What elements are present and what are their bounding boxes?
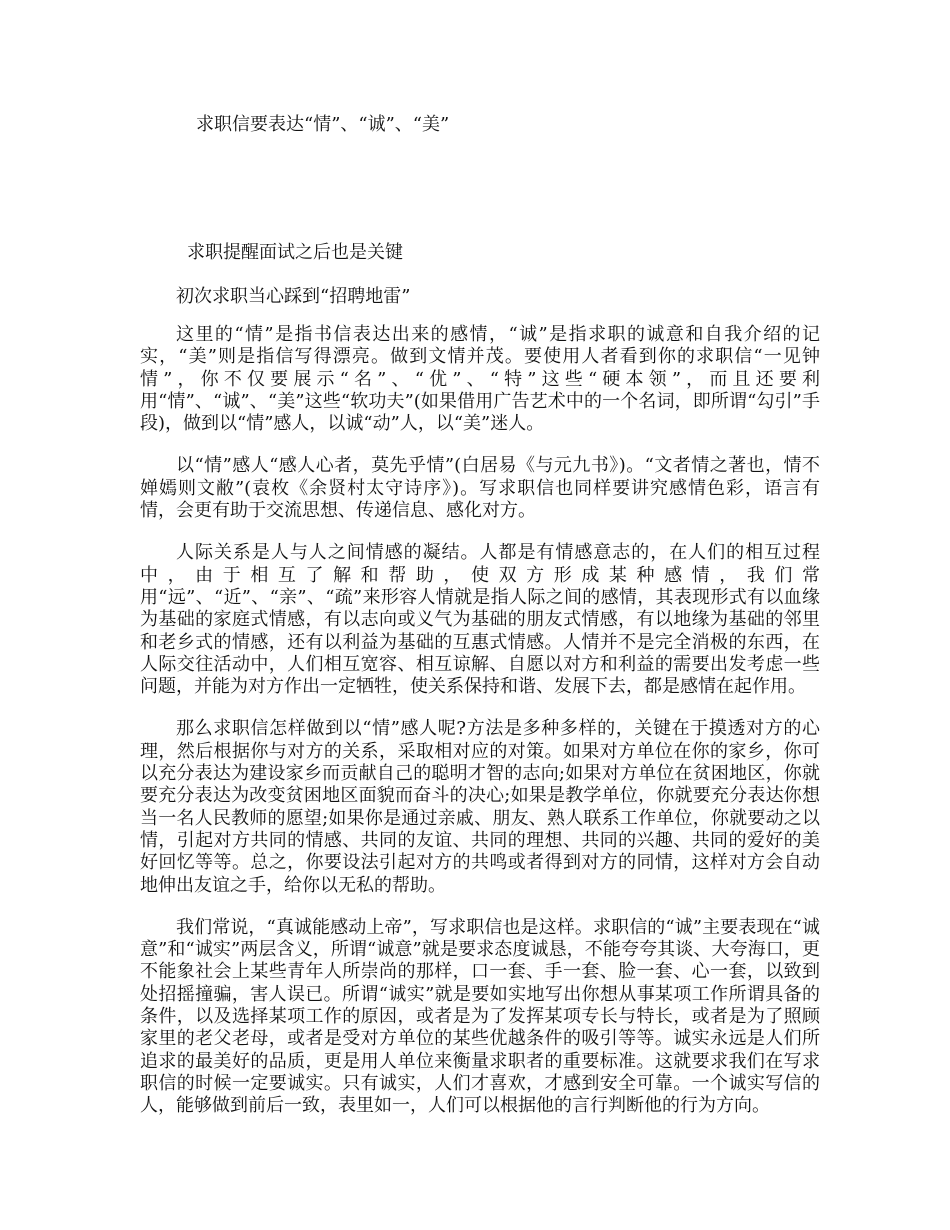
paragraph: 这里的“情”是指书信表达出来的感情，“诚”是指求职的诚意和自我介绍的记实，“美”则是指信写得漂亮。做到文情并茂。要使用人者看到你的求职信“一见钟情”，你不仅要展示“名”、“优”、“特”这些“硬本领”，而且还要利用“情”、“诚”、“美”这些“软功夫”(如果借用广告艺术中的一个名词，即所谓“勾引”手段)，做到以“情”感人，以诚“动”人，以“美”迷人。	[140, 324, 820, 435]
paragraph: 以“情”感人“感人心者，莫先乎情”(白居易《与元九书》)。“文者情之著也，情不婵嫣则文敝”(袁枚《余贤村太守诗序》)。写求职信也同样要讲究感情色彩，语言有情，会更有助于交流思想、传递信息、感化对方。	[140, 455, 820, 522]
paragraph: 那么求职信怎样做到以“情”感人呢?方法是多种多样的，关键在于摸透对方的心理，然后根据你与对方的关系，采取相对应的对策。如果对方单位在你的家乡，你可以充分表达为建设家乡而贡献自己的聪明才智的志向;如果对方单位在贫困地区，你就要充分表达为改变贫困地区面貌而奋斗的决心;如果是教学单位，你就要充分表达你想当一名人民教师的愿望;如果你是通过亲戚、朋友、熟人联系工作单位，你就要动之以情，引起对方共同的情感、共同的友谊、共同的理想、共同的兴趣、共同的爱好的美好回忆等等。总之，你要设法引起对方的共鸣或者得到对方的同情，这样对方会自动地伸出友谊之手，给你以无私的帮助。	[140, 718, 820, 896]
related-link-interview[interactable]: 求职提醒面试之后也是关键	[187, 242, 403, 263]
paragraph: 人际关系是人与人之间情感的凝结。人都是有情感意志的，在人们的相互过程中，由于相互了解和帮助，使双方形成某种感情，我们常用“远”、“近”、“亲”、“疏”来形容人情就是指人际之间的感情，其表现形式有以血缘为基础的家庭式情感，有以志向或义气为基础的朋友式情感，有以地缘为基础的邻里和老乡式的情感，还有以利益为基础的互惠式情感。人情并不是完全消极的东西，在人际交往活动中，人们相互宽容、相互谅解、自愿以对方和利益的需要出发考虑一些问题，并能为对方作出一定牺牲，使关系保持和谐、发展下去，都是感情在起作用。	[140, 542, 820, 698]
paragraph: 我们常说，“真诚能感动上帝”，写求职信也是这样。求职信的“诚”主要表现在“诚意”和“诚实”两层含义，所谓“诚意”就是要求态度诚恳，不能夸夸其谈、大夸海口，更不能象社会上某些青年人所崇尚的那样，口一套、手一套、脸一套、心一套，以致到处招摇撞骗，害人误已。所谓“诚实”就是要如实地写出你想从事某项工作所谓具备的条件，以及选择某项工作的原因，或者是为了发挥某项专长与特长，或者是为了照顾家里的老父老母，或者是受对方单位的某些优越条件的吸引等等。诚实永远是人们所追求的最美好的品质，更是用人单位来衡量求职者的重要标准。这就要求我们在写求职信的时候一定要诚实。只有诚实，人们才喜欢，才感到安全可靠。一个诚实写信的人，能够做到前后一致，表里如一，人们可以根据他的言行判断他的行为方向。	[140, 916, 820, 1117]
article-body	[140, 324, 820, 1138]
related-link-recruitment-trap[interactable]: 初次求职当心踩到“招聘地雷”	[176, 286, 411, 307]
page-title: 求职信要表达“情”、“诚”、“美”	[196, 114, 450, 135]
